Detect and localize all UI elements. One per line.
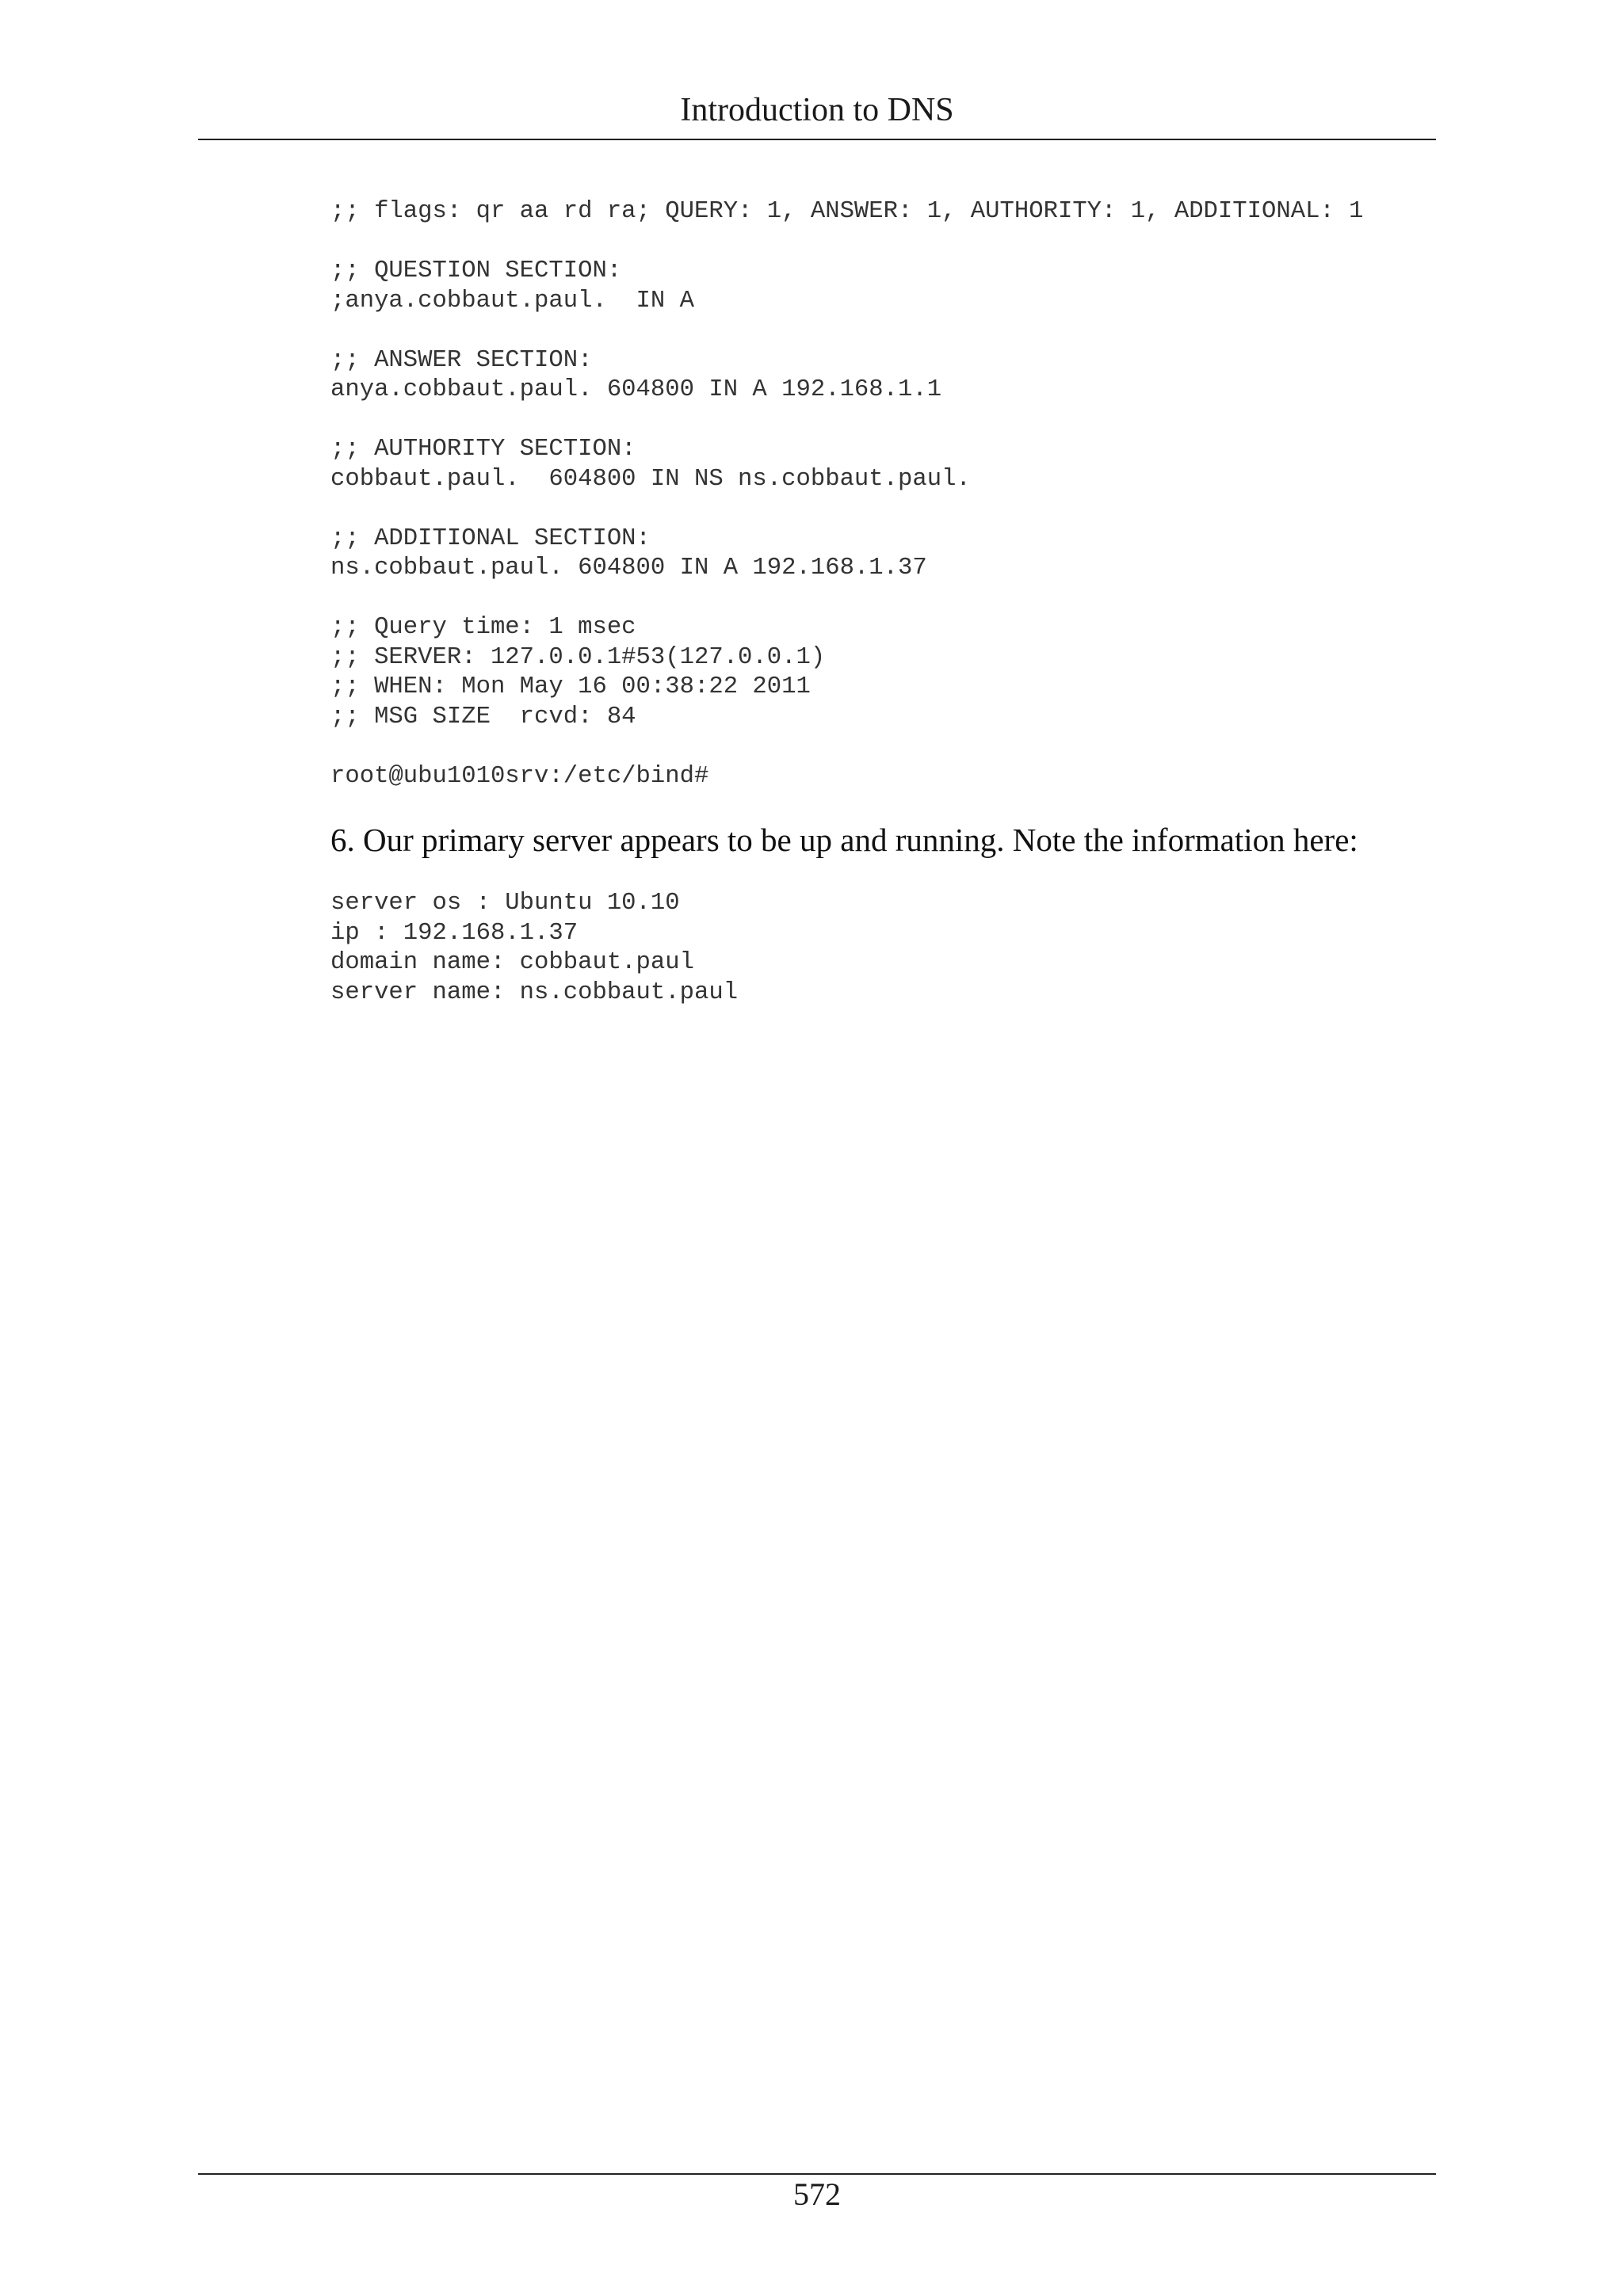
code-blank-line [330, 406, 1364, 436]
code-blank-line [330, 227, 1364, 257]
code-line: cobbaut.paul. 604800 IN NS ns.cobbaut.paul. [330, 465, 971, 493]
code-blank-line [330, 494, 1364, 524]
code-line: ip : 192.168.1.37 [330, 919, 579, 947]
code-line: server os : Ubuntu 10.10 [330, 890, 680, 917]
footer-rule [198, 2173, 1436, 2175]
code-line: ;; WHEN: Mon May 16 00:38:22 2011 [330, 673, 811, 700]
code-line: domain name: cobbaut.paul [330, 949, 694, 976]
page-number: 572 [793, 2176, 841, 2212]
code-line: ;; ANSWER SECTION: [330, 346, 593, 374]
code-line: anya.cobbaut.paul. 604800 IN A 192.168.1.1 [330, 376, 942, 403]
code-line: root@ubu1010srv:/etc/bind# [330, 762, 709, 790]
code-line: ;; Query time: 1 msec [330, 614, 636, 641]
code-blank-line [330, 316, 1364, 346]
code-line: server name: ns.cobbaut.paul [330, 978, 739, 1006]
code-line: ;; flags: qr aa rd ra; QUERY: 1, ANSWER: 1, AUTHORITY: 1, ADDITIONAL: 1 [330, 198, 1364, 225]
code-line: ;; QUESTION SECTION: [330, 257, 622, 284]
step-paragraph: 6. Our primary server appears to be up and running. Note the information here: [330, 822, 1358, 858]
code-blank-line [330, 732, 1364, 762]
code-line: ;; ADDITIONAL SECTION: [330, 524, 651, 552]
header-rule [198, 139, 1436, 140]
code-line: ;; MSG SIZE rcvd: 84 [330, 703, 636, 730]
code-line: ;; AUTHORITY SECTION: [330, 436, 636, 463]
server-info-code-block [330, 889, 738, 1008]
code-blank-line [330, 584, 1364, 614]
code-line: ;anya.cobbaut.paul. IN A [330, 287, 694, 315]
code-line: ns.cobbaut.paul. 604800 IN A 192.168.1.37 [330, 555, 927, 582]
dig-output-code-block [330, 197, 1364, 791]
code-line: ;; SERVER: 127.0.0.1#53(127.0.0.1) [330, 643, 826, 671]
page-header-title: Introduction to DNS [680, 92, 954, 128]
